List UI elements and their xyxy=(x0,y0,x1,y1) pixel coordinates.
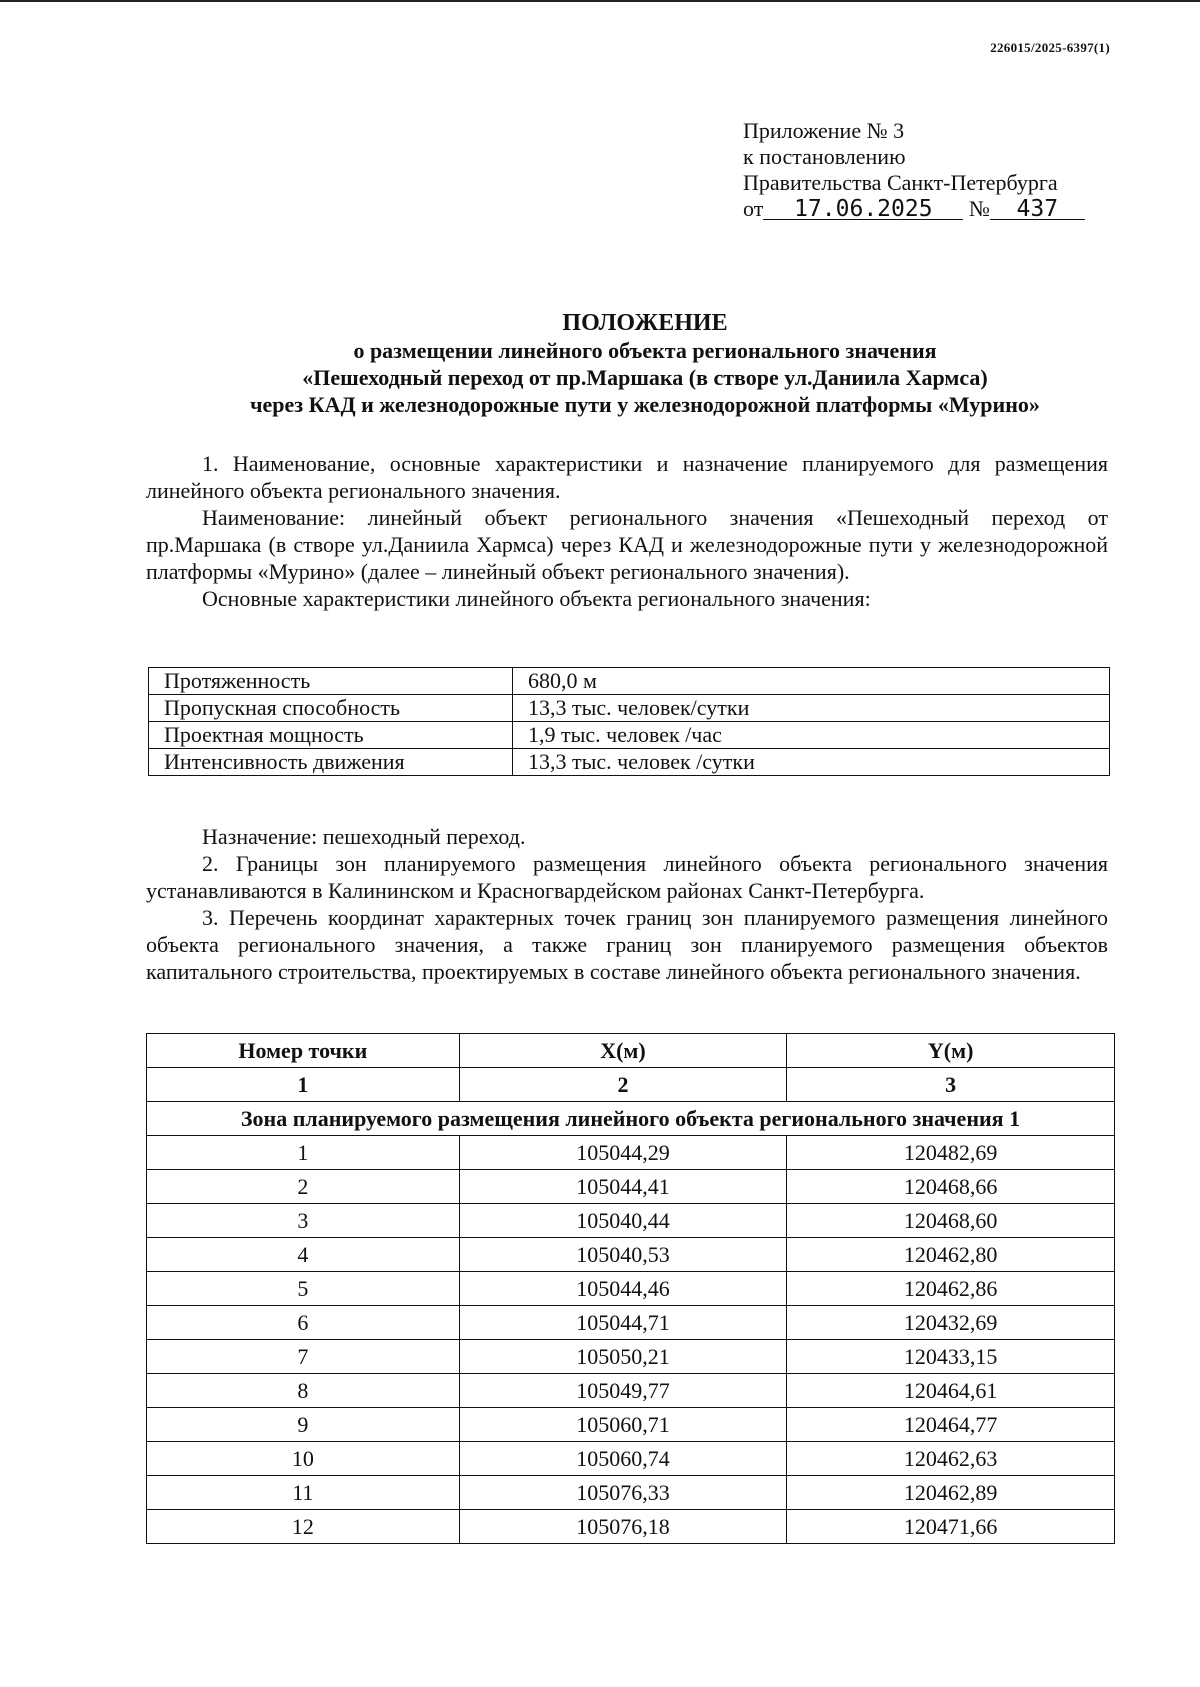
zone-title-row xyxy=(147,1102,1115,1136)
char-value: 680,0 м xyxy=(513,668,1110,695)
point-number: 9 xyxy=(147,1408,460,1442)
paragraph: 3. Перечень координат характерных точек границ зон планируемого размещения линейного объекта регионального значения, а также границ зон планируемого размещения объектов капитального строительства, проектируемых в составе линейного объекта регионального значения. xyxy=(146,905,1108,984)
column-number: 2 xyxy=(459,1068,787,1102)
header-x: X(м) xyxy=(459,1034,787,1068)
table-row xyxy=(147,1170,1115,1204)
body-section-top xyxy=(146,450,1108,612)
y-coordinate: 120462,89 xyxy=(787,1476,1115,1510)
x-coordinate: 105060,71 xyxy=(459,1408,787,1442)
x-coordinate: 105049,77 xyxy=(459,1374,787,1408)
paragraph: 1. Наименование, основные характеристики и назначение планируемого для размещения линейного объекта регионального значения. xyxy=(146,451,1108,503)
y-coordinate: 120432,69 xyxy=(787,1306,1115,1340)
number-prefix: № xyxy=(968,196,990,221)
char-label: Пропускная способность xyxy=(149,695,513,722)
table-row xyxy=(147,1136,1115,1170)
point-number: 1 xyxy=(147,1136,460,1170)
title-line-3: «Пешеходный переход от пр.Маршака (в створе ул.Даниила Хармса) xyxy=(302,365,988,390)
y-coordinate: 120464,77 xyxy=(787,1408,1115,1442)
y-coordinate: 120471,66 xyxy=(787,1510,1115,1544)
x-coordinate: 105076,33 xyxy=(459,1476,787,1510)
decree-number: 437 xyxy=(990,199,1085,220)
table-row xyxy=(149,668,1110,695)
column-number-row xyxy=(147,1068,1115,1102)
char-value: 13,3 тыс. человек/сутки xyxy=(513,695,1110,722)
y-coordinate: 120462,86 xyxy=(787,1272,1115,1306)
table-row xyxy=(147,1306,1115,1340)
point-number: 8 xyxy=(147,1374,460,1408)
appendix-line-2: к постановлению xyxy=(743,144,906,169)
column-number: 3 xyxy=(787,1068,1115,1102)
table-row xyxy=(147,1238,1115,1272)
point-number: 11 xyxy=(147,1476,460,1510)
y-coordinate: 120464,61 xyxy=(787,1374,1115,1408)
title-line-4: через КАД и железнодорожные пути у железнодорожной платформы «Мурино» xyxy=(250,392,1040,417)
point-number: 6 xyxy=(147,1306,460,1340)
x-coordinate: 105044,41 xyxy=(459,1170,787,1204)
table-row xyxy=(147,1204,1115,1238)
y-coordinate: 120433,15 xyxy=(787,1340,1115,1374)
point-number: 12 xyxy=(147,1510,460,1544)
decree-date: 17.06.2025 xyxy=(763,199,963,220)
char-label: Интенсивность движения xyxy=(149,749,513,776)
appendix-header xyxy=(743,118,1085,222)
appendix-line-1: Приложение № 3 xyxy=(743,118,905,143)
table-row xyxy=(147,1476,1115,1510)
y-coordinate: 120482,69 xyxy=(787,1136,1115,1170)
table-header-row xyxy=(147,1034,1115,1068)
table-row xyxy=(149,695,1110,722)
x-coordinate: 105060,74 xyxy=(459,1442,787,1476)
body-section-bottom xyxy=(146,823,1108,985)
x-coordinate: 105076,18 xyxy=(459,1510,787,1544)
paragraph: 2. Границы зон планируемого размещения линейного объекта регионального значения устанавливаются в Калининском и Красногвардейском районах Санкт-Петербурга. xyxy=(146,851,1108,903)
coordinates-table xyxy=(146,1033,1115,1544)
title-line-2: о размещении линейного объекта регионального значения xyxy=(353,338,937,363)
x-coordinate: 105044,29 xyxy=(459,1136,787,1170)
date-prefix: от xyxy=(743,196,764,221)
paragraph: Наименование: линейный объект регионального значения «Пешеходный переход от пр.Маршака (в створе ул.Даниила Хармса) через КАД и железнодорожные пути у железнодорожной платформы «Мурино» (далее – линейный объект регионального значения). xyxy=(146,505,1108,584)
point-number: 5 xyxy=(147,1272,460,1306)
appendix-line-3: Правительства Санкт-Петербурга xyxy=(743,170,1058,195)
table-row xyxy=(149,749,1110,776)
point-number: 7 xyxy=(147,1340,460,1374)
point-number: 10 xyxy=(147,1442,460,1476)
page-top-border xyxy=(0,0,1200,2)
x-coordinate: 105044,46 xyxy=(459,1272,787,1306)
y-coordinate: 120468,60 xyxy=(787,1204,1115,1238)
title-main: ПОЛОЖЕНИЕ xyxy=(562,310,728,336)
char-label: Протяженность xyxy=(149,668,513,695)
paragraph: Назначение: пешеходный переход. xyxy=(202,824,526,849)
characteristics-table xyxy=(148,667,1110,776)
char-value: 13,3 тыс. человек /сутки xyxy=(513,749,1110,776)
zone-title: Зона планируемого размещения линейного объекта регионального значения 1 xyxy=(147,1102,1115,1136)
char-label: Проектная мощность xyxy=(149,722,513,749)
x-coordinate: 105040,53 xyxy=(459,1238,787,1272)
y-coordinate: 120462,63 xyxy=(787,1442,1115,1476)
x-coordinate: 105044,71 xyxy=(459,1306,787,1340)
table-row xyxy=(147,1272,1115,1306)
table-row xyxy=(147,1442,1115,1476)
table-row xyxy=(147,1510,1115,1544)
point-number: 3 xyxy=(147,1204,460,1238)
paragraph: Основные характеристики линейного объекта регионального значения: xyxy=(202,586,871,611)
table-row xyxy=(147,1408,1115,1442)
x-coordinate: 105050,21 xyxy=(459,1340,787,1374)
header-y: Y(м) xyxy=(787,1034,1115,1068)
char-value: 1,9 тыс. человек /час xyxy=(513,722,1110,749)
y-coordinate: 120462,80 xyxy=(787,1238,1115,1272)
document-title xyxy=(0,310,1200,418)
document-id: 226015/2025-6397(1) xyxy=(990,40,1110,55)
point-number: 2 xyxy=(147,1170,460,1204)
appendix-date-number xyxy=(743,196,1085,222)
table-row xyxy=(149,722,1110,749)
table-row xyxy=(147,1340,1115,1374)
column-number: 1 xyxy=(147,1068,460,1102)
table-row xyxy=(147,1374,1115,1408)
point-number: 4 xyxy=(147,1238,460,1272)
header-point-number: Номер точки xyxy=(147,1034,460,1068)
x-coordinate: 105040,44 xyxy=(459,1204,787,1238)
y-coordinate: 120468,66 xyxy=(787,1170,1115,1204)
